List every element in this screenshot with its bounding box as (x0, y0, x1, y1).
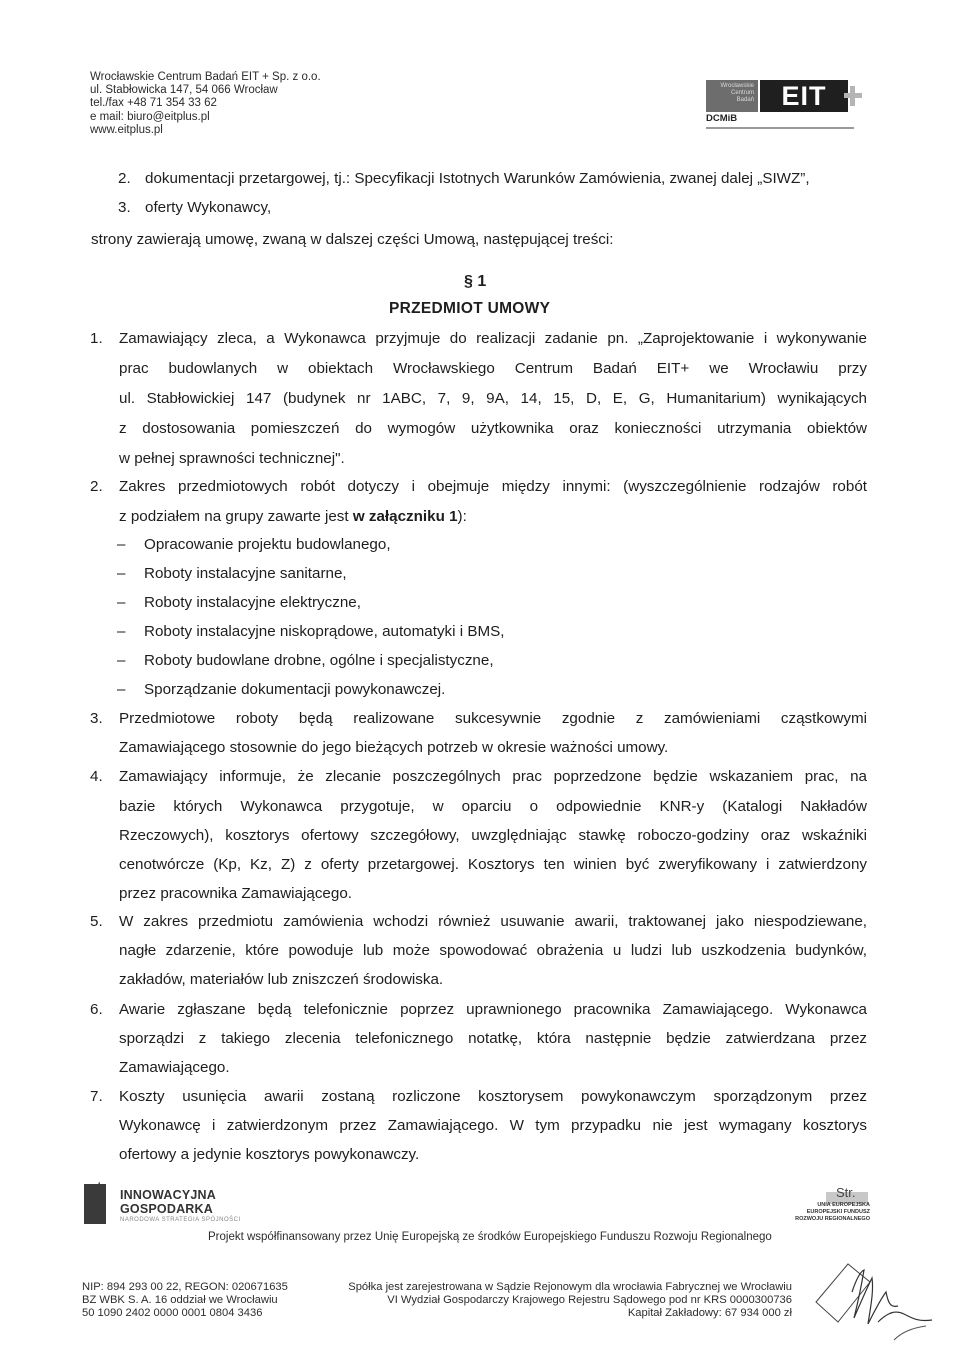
point-text-line: Wykonawcę i zatwierdzonym przez Zamawiającego. W tym przypadku nie jest wymagany kosztorys (119, 1117, 867, 1134)
point-text-line: ul. Stabłowickiej 147 (budynek nr 1ABC, 7, 9, 9A, 14, 15, D, E, G, Humanitarium) wynikających (119, 390, 867, 407)
point-text-line: bazie których Wykonawca przygotuje, w oparciu o odpowiednie KNR-y (Katalogi Nakładów (119, 798, 867, 815)
address-line: www.eitplus.pl (90, 123, 163, 136)
cofinance-note: Projekt współfinansowany przez Unię Europejską ze środków Europejskiego Funduszu Rozwoju Regionalnego (208, 1231, 772, 1243)
list-dash: – (117, 681, 126, 698)
point-text-line: cenotwórcze (Kp, Kz, Z) z oferty przetargowej. Kosztorys ten winien być zweryfikowany i zatwierdzony (119, 856, 867, 873)
point-number: 1. (90, 330, 103, 347)
point-text-line: nagłe zdarzenie, które powoduje lub może spowodować obrażenia u ludzi lub uszkodzenia budynków, (119, 942, 867, 959)
address-line: Wrocławskie Centrum Badań EIT + Sp. z o.o. (90, 71, 321, 83)
scope-list-item: Opracowanie projektu budowlanego, (144, 536, 391, 553)
address-line: tel./fax +48 71 354 33 62 (90, 97, 217, 110)
list-dash: – (117, 623, 126, 640)
address-line: e mail: biuro@eitplus.pl (90, 110, 210, 123)
point-text-line: z dostosowania pomieszczeń do wymogów użytkownika oraz konieczności utrzymania obiektów (119, 420, 867, 437)
paragraph-number: § 1 (464, 273, 487, 290)
list-dash: – (117, 536, 126, 553)
list-dash: – (117, 594, 126, 611)
point-text-line: Rzeczowych), kosztorys ofertowy szczegółowy, uwzględniając stawkę roboczo-godziny oraz wskaźniki (119, 827, 867, 844)
logo-brand: EIT (760, 80, 848, 112)
point-number: 4. (90, 768, 103, 785)
point-number: 6. (90, 1001, 103, 1018)
logo-sub: DCMiB (706, 113, 738, 124)
point-number: 3. (90, 710, 103, 727)
logo-small-text: Wrocławskie Centrum Badań (706, 80, 758, 112)
intro-item-number: 2. (118, 170, 131, 187)
header-divider (706, 127, 854, 129)
intro-item-number: 3. (118, 199, 131, 216)
list-dash: – (117, 565, 126, 582)
point-text-line: ofertowy a jedynie kosztorys powykonawczy. (119, 1146, 420, 1163)
point-text-line: Zamawiający informuje, że zlecanie poszczególnych prac poprzedzone będzie wskazaniem prac, na (119, 768, 867, 785)
list-dash: – (117, 652, 126, 669)
logo-plus-icon (850, 86, 855, 106)
eit-logo (706, 80, 864, 124)
page-label: Str. (836, 1185, 856, 1200)
intro-item: oferty Wykonawcy, (145, 199, 272, 216)
company-registration-left: NIP: 894 293 00 22, REGON: 020671635 BZ WBK S. A. 16 oddział we Wrocławiu 50 1090 2402 0000 0001 0804 3436 (82, 1281, 288, 1319)
scope-list-item: Roboty budowlane drobne, ogólne i specjalistyczne, (144, 652, 494, 669)
point-text-line: Zamawiającego. (119, 1059, 230, 1076)
signature (808, 1252, 948, 1348)
parties-statement: strony zawierają umowę, zwaną w dalszej części Umową, następującej treści: (91, 231, 614, 248)
eu-logo: Str. UNIA EUROPEJSKA EUROPEJSKI FUNDUSZ ROZWOJU REGIONALNEGO (795, 1185, 870, 1222)
point-text-line: sporządzi z takiego zlecenia telefonicznego notatkę, która następnie będzie zatwierdzana przez (119, 1030, 867, 1047)
point-number: 7. (90, 1088, 103, 1105)
scope-list-item: Roboty instalacyjne elektryczne, (144, 594, 361, 611)
point-number: 5. (90, 913, 103, 930)
point-text-line: Zakres przedmiotowych robót dotyczy i obejmuje między innymi: (wyszczególnienie rodzajów robót (119, 478, 867, 495)
point-text-line: przez pracownika Zamawiającego. (119, 885, 352, 902)
innowacyjna-gospodarka-logo: ★ INNOWACYJNA GOSPODARKA NARODOWA STRATEGIA SPÓJNOŚCI (84, 1180, 284, 1226)
attachment-reference: w załączniku 1 (352, 508, 458, 525)
point-text-line: prac budowlanych w obiektach Wrocławskiego Centrum Badań EIT+ we Wrocławiu przy (119, 360, 867, 377)
point-text-line: w pełnej sprawności technicznej". (119, 450, 345, 467)
point-text-line: Przedmiotowe roboty będą realizowane sukcesywnie zgodnie z zamówieniami cząstkowymi (119, 710, 867, 727)
company-address (90, 71, 321, 137)
point-text-line: z podziałem na grupy zawarte jest w załączniku 1): (119, 508, 467, 525)
point-text-line: zakładów, materiałów lub zniszczeń środowiska. (119, 971, 444, 988)
address-line: ul. Stabłowicka 147, 54 066 Wrocław (90, 84, 278, 97)
scope-list-item: Roboty instalacyjne niskoprądowe, automatyki i BMS, (144, 623, 505, 640)
scope-list-item: Sporządzanie dokumentacji powykonawczej. (144, 681, 446, 698)
point-text-line: Zamawiający zleca, a Wykonawca przyjmuje do realizacji zadanie pn. „Zaprojektowanie i wykonywanie (119, 330, 867, 347)
intro-item: dokumentacji przetargowej, tj.: Specyfikacji Istotnych Warunków Zamówienia, zwanej dalej „SIWZ”, (145, 170, 810, 187)
star-icon: ★ (92, 1180, 107, 1197)
company-registration-center: Spółka jest zarejestrowana w Sądzie Rejonowym dla wrocławia Fabrycznej we Wrocławiu VI Wydział Gospodarczy Krajowego Rejestru Sądowego pod nr KRS 0000300736 Kapitał Zakładowy: 67 934 000 zł (348, 1281, 792, 1319)
point-text-line: Zamawiającego stosownie do jego bieżących potrzeb w okresie ważności umowy. (119, 739, 669, 756)
point-text-line: Koszty usunięcia awarii zostaną rozliczone kosztorysem powykonawczym sporządzonym przez (119, 1088, 867, 1105)
point-text-line: Awarie zgłaszane będą telefonicznie poprzez uprawnionego pracownika Zamawiającego. Wykonawca (119, 1001, 867, 1018)
point-text-line: W zakres przedmiotu zamówienia wchodzi również usuwanie awarii, traktowanej jako niespodziewane, (119, 913, 867, 930)
scope-list-item: Roboty instalacyjne sanitarne, (144, 565, 347, 582)
section-title: PRZEDMIOT UMOWY (389, 300, 551, 317)
point-number: 2. (90, 478, 103, 495)
